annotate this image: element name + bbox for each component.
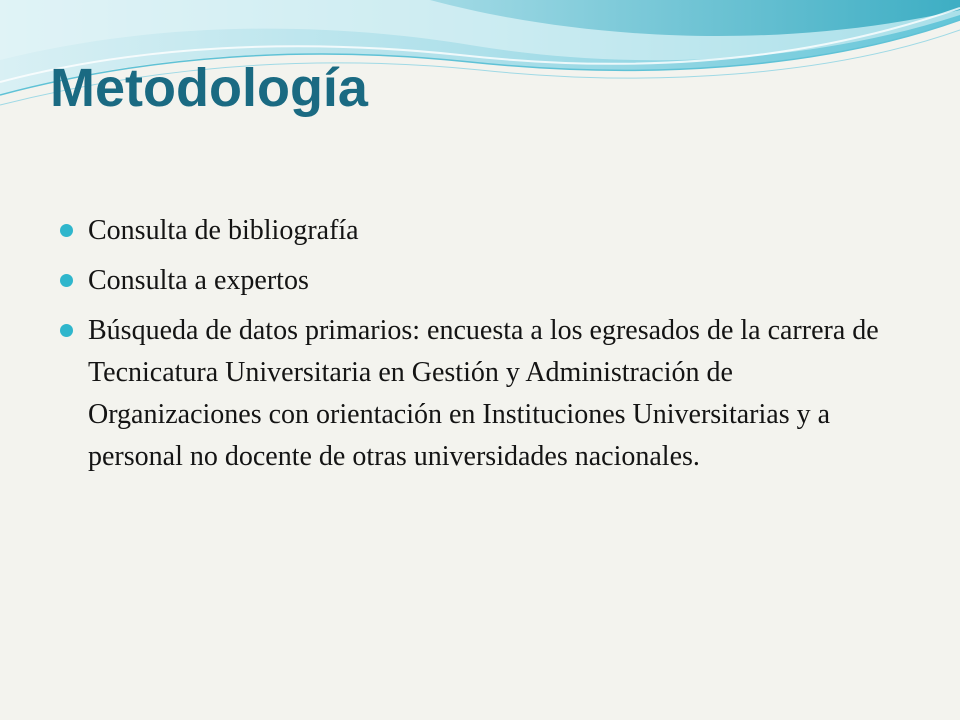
slide-title: Metodología: [50, 58, 368, 118]
list-item: [58, 210, 908, 252]
bullet-list: [58, 210, 908, 486]
bullet-text: Consulta de bibliografía: [88, 215, 359, 246]
bullet-dot-icon: [60, 324, 73, 337]
bullet-text: Búsqueda de datos primarios: encuesta a los egresados de la carrera de Tecnicatura Universitaria en Gestión y Administración de Organizaciones con orientación en Instituciones Universitarias y a personal no docente de otras universidades nacionales.: [88, 315, 879, 472]
bullet-text: Consulta a expertos: [88, 265, 309, 296]
list-item: [58, 310, 908, 478]
bullet-dot-icon: [60, 224, 73, 237]
list-item: [58, 260, 908, 302]
bullet-dot-icon: [60, 274, 73, 287]
